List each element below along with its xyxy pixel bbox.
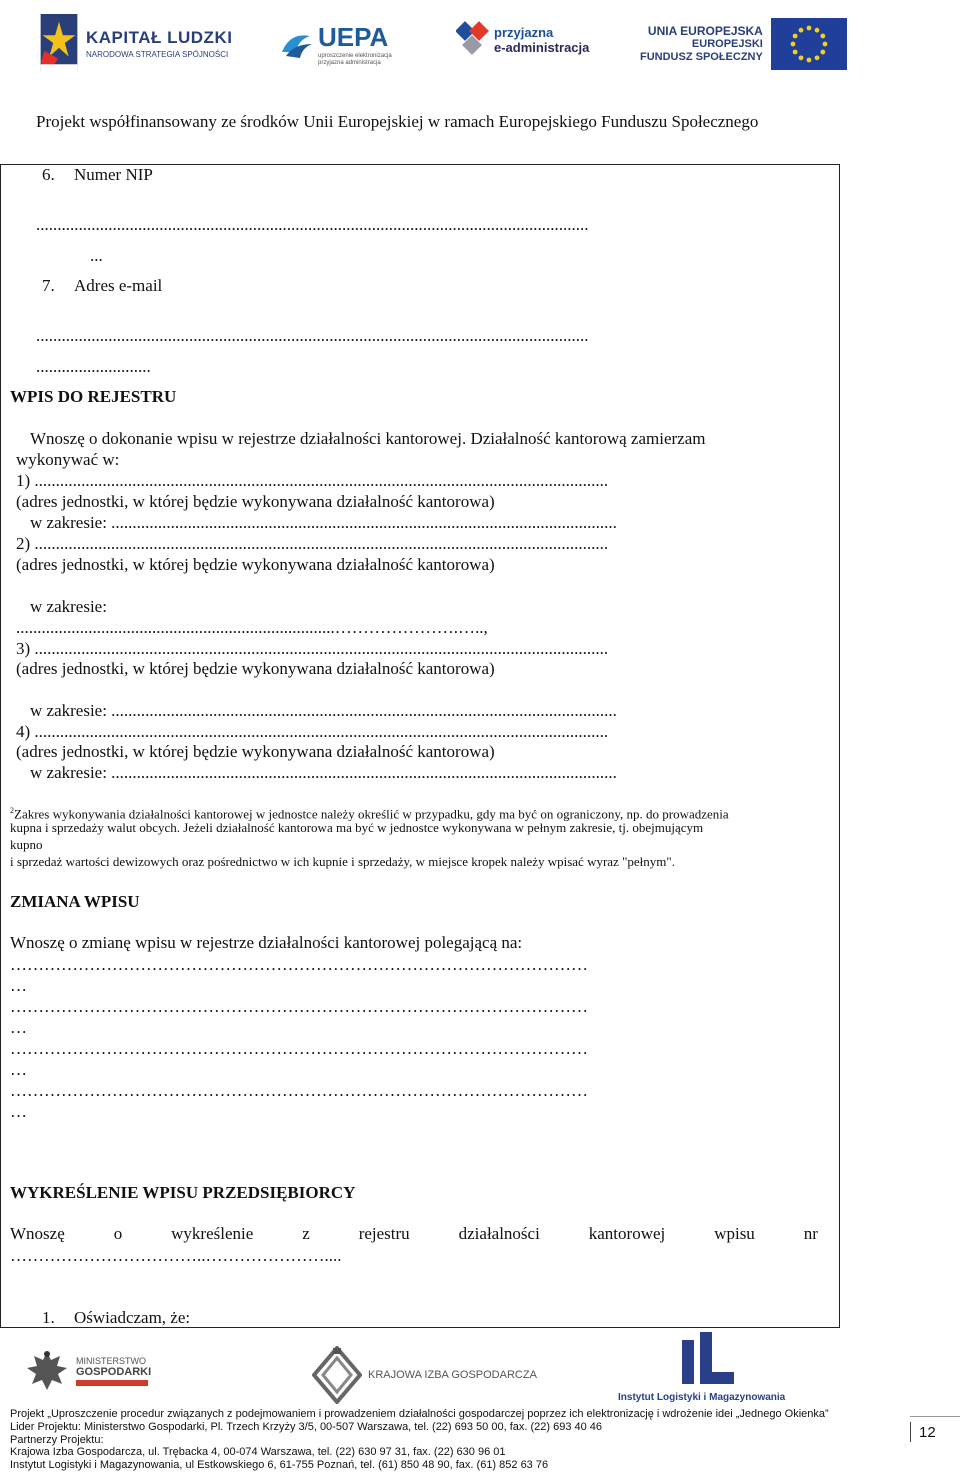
- kapital-ludzki-subtitle: NARODOWA STRATEGIA SPÓJNOŚCI: [86, 49, 229, 59]
- ue-line1: UNIA EUROPEJSKA: [647, 23, 763, 38]
- puzzle-icon: [456, 20, 490, 60]
- kig-name: KRAJOWA IZBA GOSPODARCZA: [368, 1369, 537, 1381]
- zmiana-heading: ZMIANA WPISU: [10, 892, 140, 911]
- entry1-address-hint: (adres jednostki, w której będzie wykonywana działalność kantorowa): [16, 492, 495, 511]
- footnote-marker: 2: [10, 806, 14, 815]
- wykr-word: nr: [803, 1224, 818, 1243]
- wykreslenie-heading: WYKREŚLENIE WPISU PRZEDSIĘBIORCY: [10, 1183, 356, 1202]
- eu-star-icon: [798, 55, 803, 60]
- wykr-word: kantorowej: [588, 1224, 666, 1243]
- wpis-intro-line2: wykonywać w:: [16, 450, 120, 469]
- eu-star-icon: [793, 34, 798, 39]
- wykreslenie-text: [10, 1224, 818, 1244]
- wykr-word: działalności: [458, 1224, 540, 1243]
- zmiana-text: Wnoszę o zmianę wpisu w rejestrze działalności kantorowej polegającą na:: [10, 933, 523, 952]
- eu-star-icon: [806, 26, 811, 31]
- uepa-title: UEPA: [318, 22, 389, 52]
- przyjazna-logo: [456, 20, 589, 60]
- zmiana-dots-2b[interactable]: …: [10, 1018, 27, 1037]
- entry4-scope-field[interactable]: w zakresie: .......................................................................................................................: [30, 763, 617, 782]
- kig-logo: [312, 1346, 537, 1404]
- entry2-address-hint: (adres jednostki, w której będzie wykonywana działalność kantorowa): [16, 555, 495, 574]
- mg-red-bar: [76, 1380, 148, 1386]
- oswiadczam-label: Oświadczam, że:: [74, 1308, 191, 1327]
- eu-star-icon: [793, 50, 798, 55]
- kapital-ludzki-star-icon: [40, 14, 78, 72]
- project-cofinancing-line: Projekt współfinansowany ze środków Unii Europejskiej w ramach Europejskiego Funduszu Społecznego: [36, 112, 759, 131]
- zmiana-dots-4[interactable]: …………………………………………………………………………………………: [10, 1081, 588, 1100]
- footnote-line4: i sprzedaż wartości dewizowych oraz pośrednictwo w ich kupnie i sprzedaży, w miejsce kropek należy wpisać wyraz "pełnym".: [10, 854, 675, 869]
- wykr-word: rejestru: [358, 1224, 410, 1243]
- uepa-logo: [280, 22, 392, 67]
- page-number-rule: [910, 1416, 960, 1417]
- kig-diamond-icon: [312, 1346, 362, 1404]
- entry1-scope-field[interactable]: w zakresie: .......................................................................................................................: [30, 513, 617, 532]
- zmiana-dots-2[interactable]: …………………………………………………………………………………………: [10, 997, 588, 1016]
- zmiana-dots-1b[interactable]: …: [10, 976, 27, 995]
- uepa-subtitle-2: przyjazna administracja: [318, 60, 381, 66]
- footer-line3: Partnerzy Projektu:: [10, 1434, 104, 1446]
- eu-star-icon: [820, 34, 825, 39]
- entry3-address-hint: (adres jednostki, w której będzie wykonywana działalność kantorowa): [16, 659, 495, 678]
- ue-line3: FUNDUSZ SPOŁECZNY: [640, 50, 763, 63]
- eagle-icon: [24, 1348, 70, 1394]
- ue-line2: EUROPEJSKI: [691, 37, 763, 50]
- footer-line2: Lider Projektu: Ministerstwo Gospodarki, Pl. Trzech Krzyży 3/5, 00-507 Warszawa, tel. (22) 693 50 00, fax. (22) 693 40 46: [10, 1421, 603, 1433]
- eu-star-icon: [798, 28, 803, 33]
- eu-star-icon: [822, 42, 827, 47]
- ue-logo: [640, 18, 847, 70]
- mg-line1: MINISTERSTWO: [76, 1356, 146, 1366]
- entry2-scope-field[interactable]: ...........................................................................………………….…..,: [16, 618, 488, 637]
- entry3-scope-field[interactable]: w zakresie: .......................................................................................................................: [30, 701, 617, 720]
- entry3-address-field[interactable]: 3) .......................................................................................................................................: [16, 639, 609, 658]
- przyjazna-line1: przyjazna: [494, 25, 554, 40]
- uepa-wave-icon: [280, 30, 314, 60]
- wykr-word: wykreślenie: [171, 1224, 254, 1243]
- eu-star-icon: [814, 28, 819, 33]
- wpis-intro-line1: Wnoszę o dokonanie wpisu w rejestrze działalności kantorowej. Działalność kantorową zamierzam: [30, 429, 706, 448]
- ilim-mark-icon: [678, 1332, 738, 1388]
- zmiana-dots-3b[interactable]: …: [10, 1060, 27, 1079]
- entry4-address-hint: (adres jednostki, w której będzie wykonywana działalność kantorowa): [16, 742, 495, 761]
- entry2-address-field[interactable]: 2) .......................................................................................................................................: [16, 534, 609, 553]
- footnote-line2: kupna i sprzedaży walut obcych. Jeżeli działalność kantorowa ma być w jednostce wykonywana w pełnym zakresie, tj. obejmującym: [10, 820, 704, 835]
- eu-star-icon: [806, 58, 811, 63]
- footnote-line3: kupno: [10, 837, 43, 852]
- wykr-word: o: [113, 1224, 123, 1243]
- eu-star-icon: [814, 55, 819, 60]
- ilim-logo: [618, 1332, 786, 1406]
- item7-label: Adres e-mail: [74, 276, 163, 295]
- ilim-name: Instytut Logistyki i Magazynowania: [618, 1392, 786, 1403]
- eu-flag-icon: [771, 18, 847, 70]
- wykr-word: wpisu: [714, 1224, 755, 1243]
- footer-line4: Krajowa Izba Gospodarcza, ul. Trębacka 4, 00-074 Warszawa, tel. (22) 630 97 31, fax. (22) 630 96 01: [10, 1446, 506, 1458]
- entry1-address-field[interactable]: 1) .......................................................................................................................................: [16, 471, 609, 490]
- zmiana-dots-4b[interactable]: …: [10, 1102, 27, 1121]
- wykreslenie-number-field[interactable]: ……………………………..…………………....: [10, 1246, 342, 1265]
- footer-line1: Projekt „Uproszczenie procedur związanych z podejmowaniem i prowadzeniem działalności gospodarczej poprzez ich elektronizację i wdrożenie idei „Jednego Okienka”: [10, 1408, 829, 1420]
- item6-dots-field-cont[interactable]: ...: [90, 246, 103, 265]
- kapital-ludzki-logo: [40, 14, 232, 72]
- item6-dots-field[interactable]: ..................................................................................................................................: [36, 215, 589, 234]
- item7-dots-field[interactable]: ..................................................................................................................................: [36, 326, 589, 345]
- entry4-address-field[interactable]: 4) .......................................................................................................................................: [16, 722, 609, 741]
- wykr-word: z: [302, 1224, 310, 1243]
- ministerstwo-gospodarki-logo: [24, 1348, 151, 1394]
- eu-star-icon: [820, 50, 825, 55]
- page-number: 12: [910, 1422, 936, 1442]
- wykr-word: Wnoszę: [10, 1224, 65, 1243]
- mg-line2: GOSPODARKI: [76, 1366, 152, 1378]
- item6-label: Numer NIP: [74, 165, 153, 184]
- footnote-text-1: Zakres wykonywania działalności kantorowej w jednostce należy określić w przypadku, gdy ma być on ograniczony, np. do prowadzenia: [14, 806, 729, 822]
- zmiana-dots-3[interactable]: …………………………………………………………………………………………: [10, 1039, 588, 1058]
- przyjazna-line2: e-administracja: [494, 40, 590, 55]
- uepa-subtitle-1: uproszczenie elektronizacja: [318, 53, 392, 59]
- wpis-heading: WPIS DO REJESTRU: [10, 387, 177, 406]
- oswiadczam-number: 1.: [42, 1308, 55, 1327]
- item6-number: 6.: [42, 165, 55, 184]
- entry2-scope-label: w zakresie:: [30, 597, 107, 616]
- item7-dots-field-cont[interactable]: ...........................: [36, 357, 151, 376]
- item7-number: 7.: [42, 276, 55, 295]
- footer-line5: Instytut Logistyki i Magazynowania, ul Estkowskiego 6, 61-755 Poznań, tel. (61) 850 48 90, fax. (61) 852 63 76: [10, 1459, 549, 1471]
- kapital-ludzki-title: KAPITAŁ LUDZKI: [86, 27, 233, 47]
- zmiana-dots-1[interactable]: …………………………………………………………………………………………: [10, 955, 588, 974]
- eu-star-icon: [790, 42, 795, 47]
